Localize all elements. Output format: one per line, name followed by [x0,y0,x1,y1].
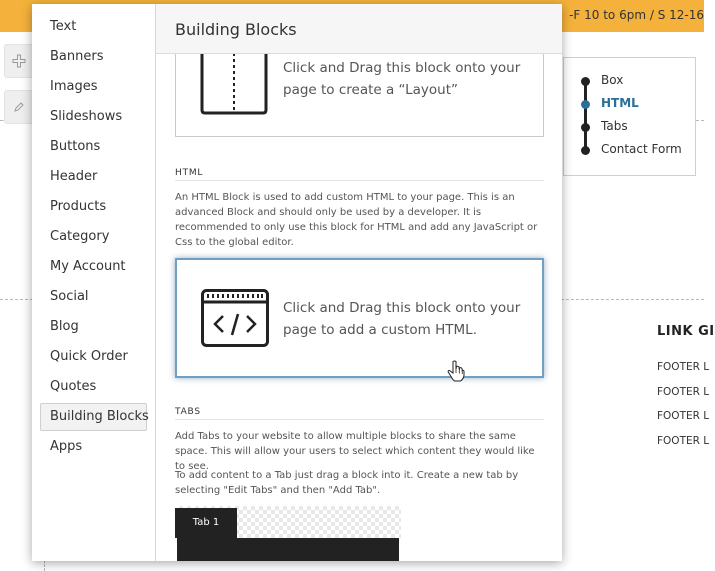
html-block-card[interactable] [175,258,544,378]
section-divider [175,180,544,181]
pencil-icon [13,101,25,113]
menu-item-text[interactable]: Text [50,19,77,34]
panel-title: Building Blocks [175,20,297,39]
footer-link[interactable]: FOOTER L [657,410,710,422]
hand-cursor-icon [447,360,465,382]
outline-dot [581,100,590,109]
outline-item-label: Tabs [601,119,628,133]
footer-links-heading: LINK GI [657,324,715,339]
tabs-section-description: Add Tabs to your website to allow multiple blocks to share the same space. This will allow your users to select which content they would like to see. [175,431,535,472]
tabs-block-preview[interactable] [175,506,401,561]
menu-item-apps[interactable]: Apps [50,439,83,454]
outline-dot [581,146,590,155]
footer-link[interactable]: FOOTER L [657,386,710,398]
building-blocks-panel [32,4,562,561]
menu-item-banners[interactable]: Banners [50,49,104,64]
tabs-section-label: TABS [175,407,201,417]
plus-icon [12,54,26,68]
layout-block-text: Click and Drag this block onto your page to create a “Layout” [283,60,521,98]
tabs-preview-body [177,538,399,561]
code-window-icon [201,289,269,347]
menu-item-header[interactable]: Header [50,169,98,184]
add-element-button[interactable] [4,44,34,78]
menu-item-building-blocks[interactable]: Building Blocks [40,403,147,431]
tab-preview-1: Tab 1 [175,508,237,538]
menu-item-category[interactable]: Category [50,229,110,244]
section-guide-line [696,120,704,121]
menu-item-buttons[interactable]: Buttons [50,139,101,154]
menu-item-quick-order[interactable]: Quick Order [50,349,128,364]
outline-dot [581,77,590,86]
menu-item-slideshows[interactable]: Slideshows [50,109,123,124]
blocks-content[interactable] [156,4,562,561]
block-category-menu [32,4,156,561]
footer-link[interactable]: FOOTER L [657,361,710,373]
panel-header [156,4,562,54]
menu-item-products[interactable]: Products [50,199,107,214]
outline-connector [584,82,587,152]
html-block-text: Click and Drag this block onto your page to add a custom HTML. [283,300,521,338]
footer-link[interactable]: FOOTER L [657,435,710,447]
html-section-description: An HTML Block is used to add custom HTML to your page. This is an advanced Block and should only be used by a developer. It is recommended to only use this block for HTML and add any JavaScript or Css to the global editor. [175,192,538,248]
tabs-section-instructions: To add content to a Tab just drag a block into it. Create a new tab by selecting "Edit Tabs" and then "Add Tab". [175,470,519,496]
section-divider [175,419,544,420]
menu-item-social[interactable]: Social [50,289,89,304]
menu-item-blog[interactable]: Blog [50,319,79,334]
block-outline-panel [563,57,696,176]
outline-item-label: Contact Form [601,142,682,156]
html-section-label: HTML [175,168,204,178]
store-hours-text: -F 10 to 6pm / S 12-16 [569,8,704,22]
outline-item-label: Box [601,73,624,87]
outline-item-label: HTML [601,96,639,110]
menu-item-my-account[interactable]: My Account [50,259,126,274]
outline-dot [581,123,590,132]
edit-element-button[interactable] [4,90,34,124]
menu-item-images[interactable]: Images [50,79,98,94]
menu-item-quotes[interactable]: Quotes [50,379,97,394]
